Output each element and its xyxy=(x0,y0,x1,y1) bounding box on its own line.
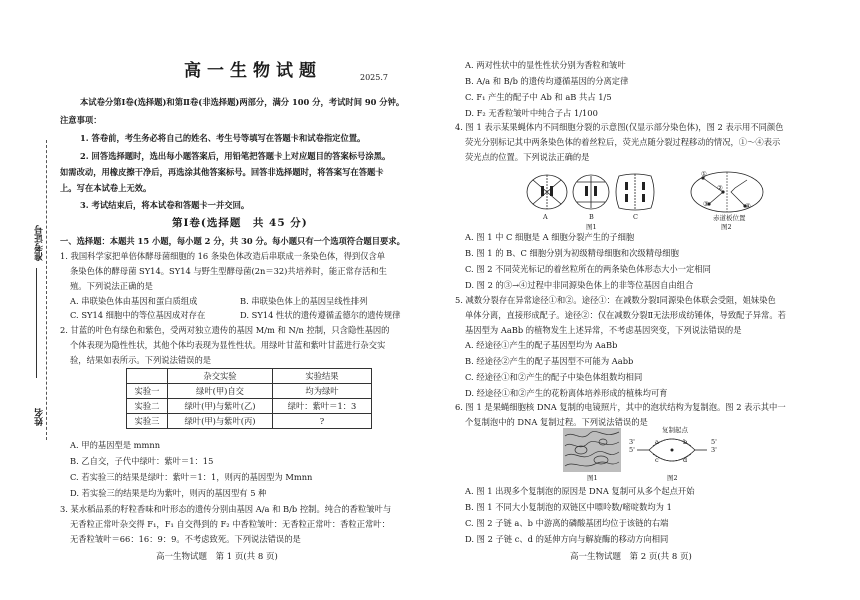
table-cell: 实验一 xyxy=(127,384,168,399)
table-cell: 均为绿叶 xyxy=(273,384,372,399)
section-intro: 一、选择题：本题共 15 小题，每小题 2 分，共 30 分。每小题只有一个选项符合题目要求。 xyxy=(60,236,405,246)
q1-option-c: C. SY14 细胞中的等位基因成对存在 xyxy=(70,310,206,320)
exam-number-label: 准考证号 xyxy=(35,225,45,261)
table-cell: 绿叶(甲)自交 xyxy=(168,384,273,399)
q3-stem-1: 3. 某水稻品系的籽粒香味和叶形态的遗传分别由基因 A/a 和 B/b 控制。纯合的香粒皱叶与 xyxy=(60,504,392,514)
q6-strand-b: b xyxy=(683,438,688,446)
q3-option-c: C. F₁ 产生的配子中 Ab 和 aB 共占 1/5 xyxy=(465,92,612,102)
fig2-plate-label: 赤道板位置 xyxy=(713,214,746,222)
q4-stem-2: 荧光分别标记其中两条染色体的着丝粒后，荧光点随分裂过程移动的情况，①～④表示 xyxy=(465,137,781,147)
q6-strand-d: d xyxy=(683,456,688,464)
note-3: 3. 考试结束后，将本试卷和答题卡一并交回。 xyxy=(80,200,250,210)
q5-stem-2: 单体分离，直接形成配子。途径②：仅在减数分裂Ⅱ无法形成纺锤体，导致配子异常。若 xyxy=(465,310,786,320)
name-label: 姓名 xyxy=(35,408,45,426)
q6-stem-1: 6. 图 1 是果蝇细胞核 DNA 复制的电镜照片，其中的泡状结构为复制泡。图 2 表示其中一 xyxy=(455,402,786,412)
table-header-cell: 实验结果 xyxy=(273,369,372,384)
q1-stem-2: 条染色体的酵母菌 SY14。SY14 与野生型酵母菌(2n＝32)共培养时，能正常存活和生 xyxy=(70,266,387,276)
q3-stem-3: 无香粒皱叶＝66：16：9：9。不考虑致死。下列说法错误的是 xyxy=(70,534,301,544)
q6-option-b: B. 图 1 不同大小复制泡的双链区中嘌呤数/嘧啶数均为 1 xyxy=(465,502,672,512)
note-2-cont: 如需改动，用橡皮擦干净后，再选涂其他答案标号。回答非选择题时，将答案写在答题卡 xyxy=(60,167,384,177)
table-cell: 实验三 xyxy=(127,414,168,429)
q4-option-b: B. 图 1 的 B、C 细胞分别为初级精母细胞和次级精母细胞 xyxy=(465,248,679,258)
q1-option-a: A. 串联染色体由基因和蛋白质组成 xyxy=(70,296,198,306)
fig2-point-3: ③ xyxy=(703,200,709,208)
q6-origin-label: 复制起点 xyxy=(662,426,688,434)
table-cell: 绿叶：紫叶＝1：3 xyxy=(273,399,372,414)
q5-option-a: A. 经途径①产生的配子基因型均为 AaBb xyxy=(465,340,618,350)
page-1-footer: 高一生物试题 第 1 页(共 8 页) xyxy=(156,552,278,562)
q6-end-5b: 5' xyxy=(629,446,635,454)
fig1-caption: 图1 xyxy=(586,223,597,231)
q6-fig1-caption: 图1 xyxy=(587,474,598,482)
q6-end-3a: 3' xyxy=(711,446,717,454)
q2-option-d: D. 若实验三的结果是均为紫叶，则丙的基因型有 5 种 xyxy=(70,488,267,498)
q1-stem-3: 殖。下列说法正确的是 xyxy=(70,281,153,291)
q5-option-b: B. 经途径②产生的配子基因型不可能为 Aabb xyxy=(465,356,634,366)
q5-option-d: D. 经途径①和②产生的花粉离体培养形成的植株均可育 xyxy=(465,388,668,398)
q1-option-b: B. 串联染色体上的基因呈线性排列 xyxy=(240,296,368,306)
fig2-point-4: ④ xyxy=(745,202,751,210)
q6-option-c: C. 图 2 子链 a、b 中游离的磷酸基团均位于该链的右端 xyxy=(465,518,669,528)
table-header-cell: 杂交实验 xyxy=(168,369,273,384)
fig2-point-1: ① xyxy=(701,170,707,178)
q2-table xyxy=(126,368,372,429)
q5-option-c: C. 经途径①和②产生的配子中染色体组数均相同 xyxy=(465,372,643,382)
q6-option-d: D. 图 2 子链 c、d 的延伸方向与解旋酶的移动方向相同 xyxy=(465,534,669,544)
section-title: 第Ⅰ卷(选择题 共 45 分) xyxy=(172,217,308,229)
fig2-point-2: ② xyxy=(717,184,723,192)
q2-stem-2: 个体表现为隐性性状，其他个体均表现为显性性状。用绿叶甘蓝和紫叶甘蓝进行杂交实 xyxy=(70,340,386,350)
table-row xyxy=(127,414,372,429)
q4-option-a: A. 图 1 中 C 细胞是 A 细胞分裂产生的子细胞 xyxy=(465,232,635,242)
q6-replication-bubble xyxy=(635,428,709,474)
table-cell: 实验二 xyxy=(127,399,168,414)
table-cell: 绿叶(甲)与紫叶(丙) xyxy=(168,414,273,429)
fig1-label-a: A xyxy=(543,213,548,221)
q6-stem-2: 个复制泡中的 DNA 复制过程。下列说法错误的是 xyxy=(465,417,648,427)
q4-stem-1: 4. 图 1 表示某果蝇体内不同细胞分裂的示意图(仅显示部分染色体)，图 2 表示用不同颜色 xyxy=(455,122,784,132)
q3-option-a: A. 两对性状中的显性性状分别为香粒和皱叶 xyxy=(465,60,626,70)
q6-strand-c: c xyxy=(655,456,659,464)
q2-option-c: C. 若实验三的结果是绿叶：紫叶＝1：1，则丙的基因型为 Mmnn xyxy=(70,472,313,482)
table-row xyxy=(127,399,372,414)
table-header-cell xyxy=(127,369,168,384)
note-2-cont2: 上。写在本试卷上无效。 xyxy=(60,183,152,193)
q3-stem-2: 无香粒正常叶杂交得 F₁，F₁ 自交得到的 F₂ 中香粒皱叶：无香粒正常叶：香粒正常叶： xyxy=(70,519,390,529)
table-cell: 绿叶(甲)与紫叶(乙) xyxy=(168,399,273,414)
q4-option-d: D. 图 2 的③→④过程中非同源染色体上的非等位基因自由组合 xyxy=(465,280,694,290)
page-2 xyxy=(455,0,835,600)
q2-option-b: B. 乙自交，子代中绿叶：紫叶＝1：15 xyxy=(70,456,214,466)
note-1: 1. 答卷前，考生务必将自己的姓名、考生号等填写在答题卡和试卷指定位置。 xyxy=(80,133,366,143)
q3-option-b: B. A/a 和 B/b 的遗传均遵循基因的分离定律 xyxy=(465,76,629,86)
page-1 xyxy=(60,0,425,600)
binding-dashed-line xyxy=(46,140,47,440)
q1-option-d: D. SY14 性状的遗传遵循孟德尔的遗传规律 xyxy=(240,310,401,320)
fig2-caption: 图2 xyxy=(721,223,732,231)
q2-stem-3: 验，结果如表所示。下列说法错误的是 xyxy=(70,355,212,365)
q6-em-photo xyxy=(563,428,621,472)
q2-option-a: A. 甲的基因型是 mmnn xyxy=(70,440,161,450)
note-2: 2. 回答选择题时，选出每小题答案后，用铅笔把答题卡上对应题目的答案标号涂黑。 xyxy=(80,151,391,161)
q6-end-3b: 3' xyxy=(629,438,635,446)
q4-option-c: C. 图 2 不同荧光标记的着丝粒所在的两条染色体形态大小一定相同 xyxy=(465,264,711,274)
page-2-footer: 高一生物试题 第 2 页(共 8 页) xyxy=(570,552,692,562)
fig1-label-c: C xyxy=(633,213,638,221)
fig1-label-b: B xyxy=(589,213,594,221)
exam-date: 2025.7 xyxy=(360,73,388,82)
q6-option-a: A. 图 1 出现多个复制泡的原因是 DNA 复制可从多个起点开始 xyxy=(465,486,695,496)
q2-stem-1: 2. 甘蓝的叶色有绿色和紫色，受两对独立遗传的基因 M/m 和 N/n 控制，只含隐性基因的 xyxy=(60,325,390,335)
q1-stem-1: 1. 我国科学家把单倍体酵母菌细胞的 16 条染色体改造后串联成一条染色体，得到仅含单 xyxy=(60,251,386,261)
q6-strand-a: a xyxy=(655,438,659,446)
intro-line: 本试卷分第Ⅰ卷(选择题)和第Ⅱ卷(非选择题)两部分，满分 100 分，考试时间 90 分钟。 xyxy=(80,97,405,107)
q6-fig2-caption: 图2 xyxy=(667,474,678,482)
q4-figure-2 xyxy=(687,168,767,218)
table-row xyxy=(127,384,372,399)
notes-heading: 注意事项： xyxy=(60,115,102,125)
exam-title: 高一生物试题 xyxy=(184,61,322,81)
q6-end-5a: 5' xyxy=(711,438,717,446)
q5-stem-3: 基因型为 AaBb 的植物发生上述异常，不考虑基因突变，下列说法错误的是 xyxy=(465,325,742,335)
table-cell: ? xyxy=(273,414,372,429)
q5-stem-1: 5. 减数分裂存在异常途径①和②。途径①：在减数分裂Ⅰ同源染色体联会受阻，姐妹染色 xyxy=(455,295,776,305)
q3-option-d: D. F₂ 无香粒皱叶中纯合子占 1/100 xyxy=(465,108,598,118)
exam-number-blank xyxy=(36,268,37,378)
q4-stem-3: 荧光点的位置。下列说法正确的是 xyxy=(465,152,590,162)
